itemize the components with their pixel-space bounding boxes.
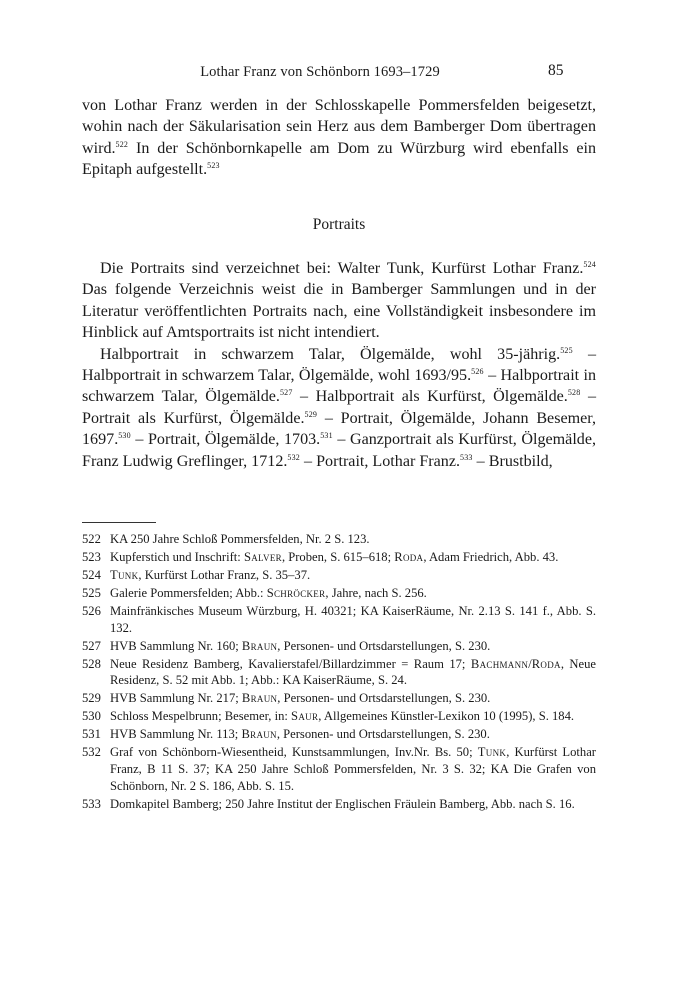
footnote-text-part: , Personen- und Ortsdarstellungen, S. 230. — [277, 691, 491, 706]
intro-text: von Lothar Franz werden in der Schlosskapelle Pommersfelden beigesetzt, wohin nach der Säkularisation sein Herz aus dem Bamberger Dom übertragen wird. — [82, 97, 596, 157]
footnote-item — [82, 744, 596, 794]
footnote-number: 532 — [82, 745, 101, 760]
paragraph-text: Das folgende Verzeichnis weist die in Bamberger Sammlungen und in der Literatur veröffentlichten Portraits nach, eine Vollständigkeit insbesondere im Hinblick auf Amtsportraits ist nicht intendiert. — [82, 281, 596, 342]
footnote-text — [110, 796, 596, 813]
footnote-text-part: , Allgemeines Künstler-Lexikon 10 (1995), S. 184. — [318, 709, 575, 724]
footnote-text-part: , Personen- und Ortsdarstellungen, S. 230. — [277, 638, 491, 653]
footnote-text — [110, 549, 596, 566]
footnote-text — [110, 690, 596, 707]
paragraph-text: – Portrait, Ölgemälde, 1703. — [130, 431, 321, 449]
footnotes-list — [82, 531, 596, 814]
footnote-number: 522 — [82, 532, 101, 546]
footnote-text — [110, 744, 596, 794]
footnote-item — [82, 796, 596, 813]
paragraph-text: – Portrait als Kurfürst, Ölgemälde. — [82, 388, 596, 427]
author-name: Braun — [241, 638, 278, 653]
portraits-paragraph-2 — [82, 344, 596, 472]
footnote-ref: 525 — [560, 345, 573, 355]
footnote-ref: 529 — [304, 409, 318, 419]
footnote-text-part: KA 250 Jahre Schloß Pommersfelden, Nr. 2 S. 123. — [110, 532, 370, 546]
footnote-ref: 527 — [279, 388, 293, 398]
footnote-ref: 524 — [583, 260, 596, 269]
paragraph-text: – Portrait, Ölgemälde, Johann Besemer, 1697. — [82, 409, 596, 449]
intro-paragraph-block — [82, 95, 596, 181]
footnote-item — [82, 585, 596, 602]
author-name: Roda — [531, 656, 561, 671]
author-name: Braun — [241, 727, 277, 742]
footnote-text — [110, 638, 596, 655]
footnote-text-part: Galerie Pommersfelden; Abb.: — [110, 586, 267, 600]
footnote-item — [82, 549, 596, 566]
footnote-text-part: Neue Residenz Bamberg, Kavalierstafel/Billardzimmer = Raum 17; — [110, 656, 471, 671]
footnote-ref: 532 — [287, 452, 301, 462]
author-name: Bachmann — [470, 656, 529, 671]
footnote-text — [110, 603, 596, 636]
footnote-ref: 523 — [207, 161, 220, 171]
footnote-number: 533 — [82, 796, 101, 811]
footnote-text — [110, 726, 596, 743]
footnote-number: 524 — [82, 568, 101, 582]
footnote-text-part: , Kurfürst Lothar Franz, B 11 S. 37; KA 250 Jahre Schloß Pommersfelden, Nr. 3 S. 32; KA Die Grafen von Schönborn, Nr. 2 S. 186, Abb. S. 15. — [110, 745, 596, 793]
footnote-item — [82, 708, 596, 725]
footnote-ref: 530 — [118, 431, 131, 441]
footnote-ref: 528 — [567, 388, 581, 398]
author-name: Braun — [241, 691, 278, 706]
footnote-item — [82, 726, 596, 743]
paragraph-text: – Portrait, Lothar Franz. — [300, 452, 461, 470]
portraits-body — [82, 258, 596, 472]
author-name: Schröcker — [266, 586, 326, 600]
footnote-text — [110, 585, 596, 602]
footnote-text-part: / — [528, 656, 532, 671]
paragraph-text: – Halbportrait in schwarzem Talar, Ölgemälde. — [82, 367, 597, 406]
footnote-text-part: Domkapitel Bamberg; 250 Jahre Institut der Englischen Fräulein Bamberg, Abb. nach S. 16. — [110, 796, 575, 811]
footnote-item — [82, 690, 596, 707]
paragraph-text: – Halbportrait in schwarzem Talar, Ölgemälde, wohl 1693/95. — [82, 345, 596, 385]
paragraph-text: – Brustbild, — [472, 452, 553, 470]
footnote-ref: 533 — [460, 452, 473, 462]
paragraph-text: Halbportrait in schwarzem Talar, Ölgemälde, wohl 35-jährig. — [100, 345, 561, 363]
footnote-text — [110, 567, 596, 584]
footnote-text-part: , Proben, S. 615–618; — [281, 550, 395, 564]
footnote-number: 528 — [82, 656, 101, 671]
footnote-text-part: , Neue Residenz, S. 52 mit Abb. 1; Abb.: KA KaiserRäume, S. 24. — [110, 656, 596, 688]
footnote-text-part: HVB Sammlung Nr. 160; — [110, 638, 242, 653]
paragraph-text: – Ganzportrait als Kurfürst, Ölgemälde, Franz Ludwig Greflinger, 1712. — [82, 431, 596, 470]
footnote-item — [82, 603, 596, 636]
footnote-text-part: Graf von Schönborn-Wiesentheid, Kunstsammlungen, Inv.Nr. Bs. 50; — [110, 745, 478, 760]
author-name: Roda — [394, 550, 424, 564]
author-name: Tunk — [477, 745, 507, 760]
author-name: Salver — [243, 550, 282, 564]
footnote-item — [82, 531, 596, 548]
footnote-text — [110, 708, 596, 725]
page-number: 85 — [548, 62, 564, 79]
footnote-separator — [82, 522, 156, 523]
footnote-number: 531 — [82, 727, 101, 742]
intro-text-2: In der Schönbornkapelle am Dom zu Würzburg wird ebenfalls ein Epitaph aufgestellt. — [82, 139, 596, 179]
footnote-text-part: Kupferstich und Inschrift: — [110, 550, 244, 564]
footnote-text-part: HVB Sammlung Nr. 217; — [110, 691, 242, 706]
portraits-paragraph-1 — [82, 258, 596, 344]
footnote-text-part: , Adam Friedrich, Abb. 43. — [423, 550, 559, 564]
paragraph-text: – Halbportrait als Kurfürst, Ölgemälde. — [292, 388, 568, 406]
section-heading-portraits: Portraits — [312, 216, 366, 233]
footnote-ref: 531 — [320, 431, 333, 441]
footnote-text-part: , Kurfürst Lothar Franz, S. 35–37. — [138, 568, 311, 582]
paragraph-text: Die Portraits sind verzeichnet bei: Walter Tunk, Kurfürst Lothar Franz. — [100, 260, 584, 277]
author-name: Tunk — [110, 568, 139, 582]
footnote-text — [110, 656, 596, 689]
footnote-text-part: HVB Sammlung Nr. 113; — [110, 727, 242, 742]
intro-paragraph — [82, 95, 596, 181]
footnote-text-part: , Personen- und Ortsdarstellungen, S. 230. — [276, 727, 490, 742]
footnote-ref: 526 — [471, 367, 484, 377]
footnote-text-part: , Jahre, nach S. 256. — [325, 586, 427, 600]
footnote-text-part: Mainfränkisches Museum Würzburg, H. 40321; KA KaiserRäume, Nr. 2.13 S. 141 f., Abb. S. 132. — [110, 604, 596, 635]
footnote-number: 527 — [82, 638, 101, 653]
footnote-text — [110, 531, 596, 548]
footnote-item — [82, 638, 596, 655]
footnote-number: 525 — [82, 586, 101, 600]
footnote-ref: 522 — [115, 139, 129, 149]
footnote-item — [82, 656, 596, 689]
footnote-number: 530 — [82, 709, 101, 724]
footnote-number: 523 — [82, 550, 101, 564]
author-name: Saur — [291, 709, 319, 724]
footnote-number: 529 — [82, 691, 101, 706]
footnote-item — [82, 567, 596, 584]
running-header-title: Lothar Franz von Schönborn 1693–1729 — [200, 64, 440, 80]
footnote-number: 526 — [82, 604, 101, 618]
footnote-text-part: Schloss Mespelbrunn; Besemer, in: — [110, 709, 292, 724]
